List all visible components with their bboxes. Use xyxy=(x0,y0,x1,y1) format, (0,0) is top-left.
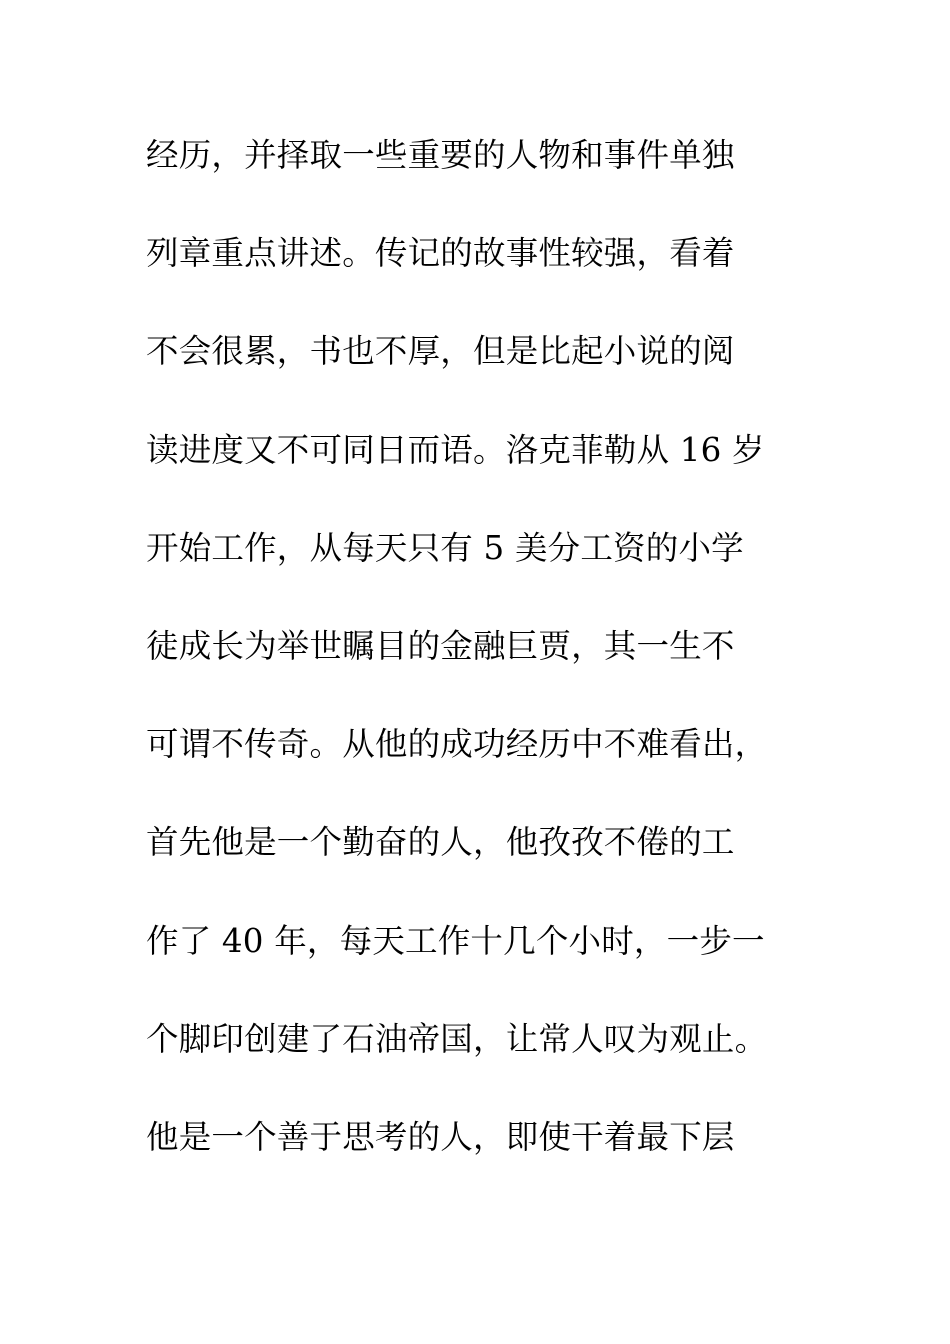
text-line: 可谓不传奇。从他的成功经历中不难看出， xyxy=(146,725,768,764)
text-line: 首先他是一个勤奋的人，他孜孜不倦的工 xyxy=(146,823,735,862)
text-line: 个脚印创建了石油帝国，让常人叹为观止。 xyxy=(146,1019,768,1058)
text-line: 作了 40 年，每天工作十几个小时，一步一 xyxy=(146,921,765,960)
text-line: 列章重点讲述。传记的故事性较强，看着 xyxy=(146,234,735,273)
text-line: 经历，并择取一些重要的人物和事件单独 xyxy=(146,136,735,174)
text-line: 他是一个善于思考的人，即使干着最下层 xyxy=(146,1117,735,1156)
body-paragraph xyxy=(146,130,826,1210)
text-line: 读进度又不可同日而语。洛克菲勒从 16 岁 xyxy=(146,430,765,469)
text-line: 徒成长为举世瞩目的金融巨贾，其一生不 xyxy=(146,626,735,665)
text-line: 不会很累，书也不厚，但是比起小说的阅 xyxy=(146,332,735,371)
text-line: 开始工作，从每天只有 5 美分工资的小学 xyxy=(146,528,744,567)
